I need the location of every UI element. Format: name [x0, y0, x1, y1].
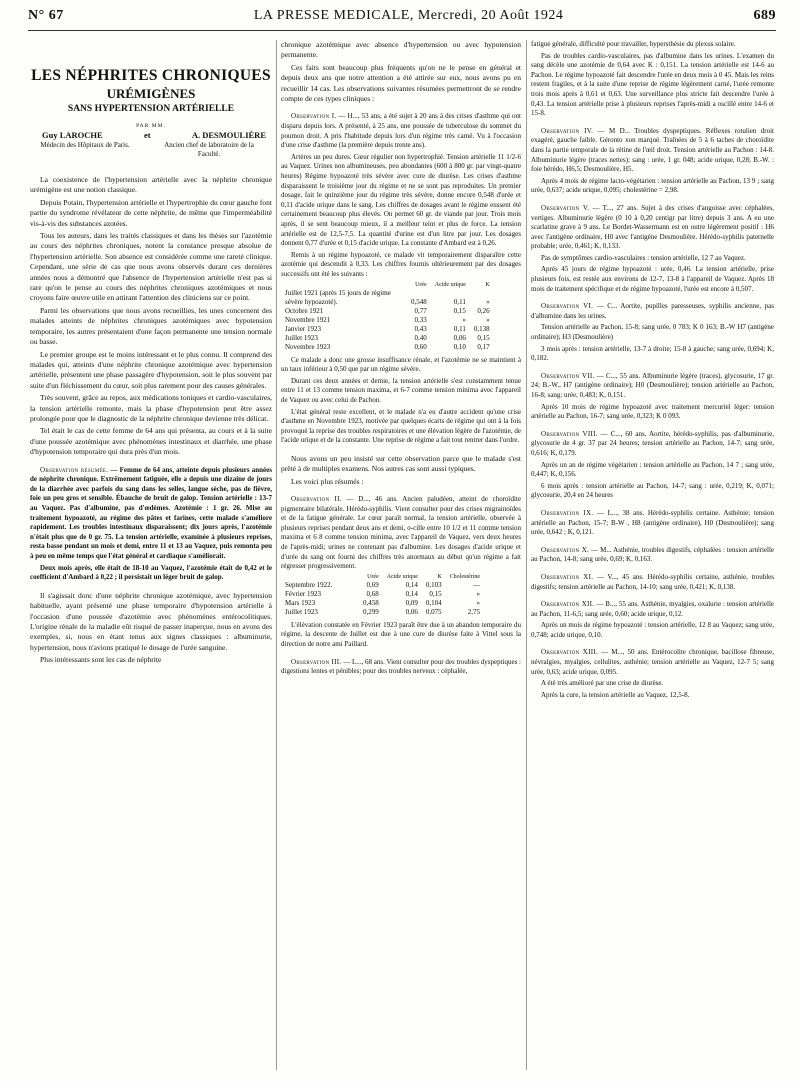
- table-row: [285, 599, 484, 608]
- observation-2: [281, 495, 521, 572]
- paragraph: Le premier groupe est le moins intéressant et le plus connu. Il comprend des malades qui, atteints d'une néphrite chronique azotémique avec hypertension artérielle, présentent une phase passagère d'hypotension, soit le plus souvent par suite d'un fléchissement du cœur, soit plus rarement pour des causes générales.: [30, 349, 272, 390]
- table-cell: Mars 1923: [285, 598, 316, 607]
- dosage-table-2: [285, 574, 484, 617]
- observation-4: [531, 127, 774, 175]
- paragraph: Tous les auteurs, dans les traités classiques et dans les thèses sur l'azotémie au cours des néphrites chroniques, notent la constance presque absolue de l'hypertension artérielle. Son absence est considérée comme une rareté clinique. Cependant, une série de cas que nous avons observés durant ces dernières années nous a démontré que l'absence de l'hypertension artérielle n'est pas si rare qu'on le pense au cours des néphrites chroniques azotémiques et nous croyons faire œuvre utile en attirant l'attention des cliniciens sur ce point.: [30, 231, 272, 303]
- table-header-cell: K: [485, 281, 490, 288]
- paragraph: Ces faits sont beaucoup plus fréquents qu'on ne le pense en général et depuis deux ans que notre attention a été attirée sur eux, nous avons pu en recueillir 14 cas. Les observations suivantes résumées permettront de se rendre compte de ces types cliniques :: [281, 62, 521, 104]
- table-cell: 0,548: [411, 297, 427, 306]
- table-cell: Octobre 1921: [285, 306, 324, 315]
- observation-text: — B..., 55 ans. Asthénie, myalgies, oxalurie : tension artérielle au Pachon, 11-6,5; sang urée, 0,60; acide urique, 0,12.: [531, 600, 774, 618]
- observation-text: — M..., 50 ans. Entérocolite chronique, bacillose fibreuse, névralgies, myalgies, cellulites, asthénie; tension artérielle au Vaquez, 12-7 5; sang urée, 0,63; acide urique, 0,095.: [531, 648, 774, 676]
- table-cell: 0,17: [477, 342, 490, 351]
- table-cell: 0,138: [473, 324, 490, 333]
- article-title-line2: URÉMIGÈNES: [106, 86, 196, 101]
- authors: [42, 130, 266, 141]
- paragraph: fatigue générale, difficulté pour travailler, hypersthésie du plexus solaire.: [531, 40, 736, 48]
- table-cell: »: [476, 589, 480, 598]
- observation-continued: [30, 564, 272, 583]
- paragraph: Depuis Potain, l'hypertension artérielle et l'hypertrophie du cœur gauche font partie du syndrome révélateur de cette néphrite, de même que l'imperméabilité vis-à-vis des substances azotées.: [30, 197, 272, 228]
- table-cell: 0,40: [414, 333, 427, 342]
- observation-label: Observation XI.: [541, 572, 594, 581]
- observation-12: [531, 600, 774, 619]
- column-divider: [276, 40, 277, 1070]
- observation-text: — M D... Troubles dyspeptiques. Réflexes rotulien droit exagéré, gauche faible. Géronto xon marqué. Traînées de 5 à 6 taches de choroïdite dans la partie temporale de la rétine de l'œil droit. Tension artérielle au Pachon : 14-8. Albuminurie légère (traces nettes); sang : urée, 1 gr. 048; acide urique, 0,28; B.-W. : foie hérédo, H6,5; Desmoulière, H5.: [531, 126, 774, 174]
- observation-label: Observation I.: [291, 112, 337, 121]
- table-header-cell: Acide urique: [434, 281, 466, 288]
- table-cell: 0,11: [453, 297, 466, 306]
- author-laroche: Guy LAROCHE: [42, 130, 103, 140]
- observation-label: Observation X.: [541, 545, 590, 554]
- paragraph: Après 45 jours de régime hypoazoté : urée, 0,46. La tension artérielle, prise plusieurs fois, est restée aux environs de 12-7, 13-8 à l'appareil de Vaquez. Après 18 mois de traitement spécifique et de régime hypoazoté, l'urée est encore à 0,507.: [531, 265, 774, 293]
- paragraph: Pas de troubles cardio-vasculaires, pas d'albumine dans les urines. L'examen du sang décèle une azotémie de 0,64 avec K : 0,151. La tension artérielle est 14-6 au Pachon. Le régime hypoazoté fait descendre l'urée en deux mois à 0 45. Mais les reins restent fragiles, et à la suite d'une reprise de régime légèrement carné, l'urée remonte trois mois après à 0,61 et 0,63. Une surveillance plus stricte fait descendre l'urée à 0,43. La tension artérielle prise à plusieurs reprises l'après-midi a oscillé entre 14-6 et 15-8.: [531, 51, 774, 118]
- table-cell: —: [472, 580, 480, 589]
- paragraph: 6 mois après : tension artérielle au Pachon, 14-7; sang : urée, 0,219; K, 0,071; glycosurie, 20,4 en 24 heures: [531, 481, 774, 500]
- observation-13: [531, 648, 774, 677]
- paragraph: A été très amélioré par une crise de diurèse.: [541, 679, 664, 688]
- observation-text: Deux mois après, elle était de 18-10 au Vaquez, l'azotémie était de 0,42 et le coefficient d'Ambard à 0,22 ; il persistait un léger bruit de galop.: [30, 563, 272, 582]
- table-header-cell: K: [437, 573, 442, 580]
- paragraph: Tension artérielle au Pachon, 15-8; sang urée, 0 783; K 0 163; B.-W H7 (antigène ordinaire); H3 (Desmoulière): [531, 323, 774, 342]
- table-cell: 0,075: [425, 607, 442, 616]
- table-cell: 0,06: [453, 333, 466, 342]
- table-cell: 0,103: [425, 580, 442, 589]
- table-cell: 0,14: [405, 589, 418, 598]
- table-header-cell: [285, 282, 407, 289]
- table-cell: 0,69: [366, 580, 379, 589]
- table-cell: »: [462, 315, 466, 324]
- paragraph: Après un an de régime végétarien : tension artérielle au Pachon, 14 7 ; sang urée, 0,447; K, 0,156.: [531, 460, 774, 479]
- table-header-cell: Cholestérine: [449, 573, 480, 580]
- paragraph: 3 mois après : tension artérielle, 13-7 à droite; 15-8 à gauche; sang urée, 0,694; K, 0,182.: [531, 344, 774, 363]
- column-divider: [526, 40, 527, 1070]
- affiliations: [40, 141, 264, 159]
- paragraph: chronique azotémique avec absence d'hypertension ou avec hypotension permanente.: [281, 40, 521, 60]
- table-cell: Juillet 1921 (après 15 jours de régime sévère hypoazoté).: [285, 288, 391, 306]
- table-cell: 0,10: [453, 342, 466, 351]
- observation-text: — C... Aortite, pupilles paresseuses, syphilis ancienne, pas d'albumine dans les urines.: [531, 302, 774, 320]
- observation-9: [531, 509, 774, 538]
- table-cell: 0,15: [429, 589, 442, 598]
- paragraph: L'élévation constatée en Février 1923 paraît être due à un abandon temporaire du régime, la descente de Juillet est due à une cure de diurèse faite à Vittel sous la direction de notre ami Paillard.: [281, 620, 521, 649]
- paragraph: Durant ces deux années et demie, la tension artérielle s'est constamment tenue entre 11 et 13 comme tension maxima, et 6-7 comme tension minima avec l'appareil de Vaquez ou avec celui de Pachon.: [281, 376, 521, 404]
- author-desmouliere: A. DESMOULIÈRE: [191, 130, 266, 140]
- table-cell: 2,75: [467, 607, 480, 616]
- observation-label: Observation V.: [541, 203, 590, 212]
- table-cell: »: [476, 598, 480, 607]
- observation-label: Observation VIII.: [541, 429, 598, 438]
- observation-label: Observation II.: [291, 495, 342, 504]
- table-cell: 0,15: [477, 333, 490, 342]
- page-number: 689: [753, 8, 776, 23]
- paragraph: Après 4 mois de régime lacto-végétarien : tension artérielle au Pachon, 13 9 ; sang urée, 0,637; acide urique, 0,095; cholestérine = 2,98.: [531, 176, 774, 195]
- table-row: [285, 316, 494, 325]
- paragraph: Ce malade a donc une grosse insuffisance rénale, et l'azotémie ne se maintient à un taux inférieur à 0,50 que par un régime sévère.: [281, 355, 521, 374]
- table-row: [285, 590, 484, 599]
- paragraph: Après un mois de régime hypoazoté : tension artérielle, 12 8 au Vaquez; sang urée, 0,748; acide urique, 0,10.: [531, 621, 774, 639]
- table-header-cell: Urée: [367, 573, 379, 580]
- observation-text: — H..., 53 ans, a été sujet à 20 ans à des crises d'asthme qui ont disparu depuis lors. A présenté, à 25 ans, une poussée de tuberculose du sommet du poumon droit. A pris l'habitude depuis lors d'un régime très carné. Vu à l'occasion d'une crise d'asthme (la première depuis trente ans).: [281, 112, 521, 150]
- paragraph: L'état général reste excellent, et le malade n'a eu d'autre accident qu'une crise d'asthme en Novembre 1923, motivée par quelques écarts de régime qui ont à la fois provoqué la reprise des troubles respiratoires et une élévation légère de l'azotémie, de l'acide urique et de la constante. Une reprise de régime a fait tout rentrer dans l'ordre.: [281, 407, 521, 445]
- observation-label: Observation résumée.: [40, 465, 109, 474]
- observation-3: [281, 658, 521, 677]
- observation-label: Observation IX.: [541, 508, 594, 517]
- dosage-table-1: [285, 282, 494, 352]
- table-row: [285, 334, 494, 343]
- table-cell: Juillet 1923: [285, 333, 318, 342]
- table-cell: 0,14: [405, 580, 418, 589]
- table-cell: 0,09: [405, 598, 418, 607]
- table-row: [285, 307, 494, 316]
- paragraph: Après la cure, la tension artérielle au Vaquez, 12,5-8.: [541, 690, 690, 699]
- paragraph: Les voici plus résumés :: [291, 476, 364, 486]
- table-header-row: [285, 282, 494, 289]
- table-cell: »: [486, 315, 490, 324]
- table-cell: Janvier 1923: [285, 324, 321, 333]
- table-cell: Février 1923: [285, 589, 321, 598]
- column-1: [30, 40, 272, 1076]
- table-header-cell: Urée: [415, 281, 427, 288]
- table-row: [285, 343, 494, 352]
- journal-title: LA PRESSE MEDICALE, Mercredi, 20 Août 1924: [253, 8, 564, 23]
- observation-summary: [30, 466, 272, 562]
- observation-8: [531, 430, 774, 459]
- observation-text: — V..., 45 ans. Hérédo-syphilis certaine, asthénie, troubles digestifs; tension artérielle au Pachon, 14-10; sang urée, 0,421; K, 0,138.: [531, 572, 774, 591]
- paragraph: La coexistence de l'hypertension artérielle avec la néphrite chronique urémigène est une notion classique.: [30, 175, 272, 195]
- observation-text: — M... Asthénie, troubles digestifs, céphalées : tension artérielle au Pachon, 14-8; sang urée, 0,69; K, 0,163.: [531, 545, 774, 564]
- article-subtitle: SANS HYPERTENSION ARTÉRIELLE: [67, 104, 235, 114]
- table-header-row: [285, 574, 484, 581]
- observation-text: — L..., 68 ans. Vient consulter pour des troubles dyspeptiques : digestions lentes et pénibles; pour des troubles nerveux : céphalée,: [281, 657, 521, 676]
- table-cell: Juillet 1923: [285, 607, 318, 616]
- observation-label: Observation XIII.: [541, 648, 599, 657]
- affiliation-2: Ancien chef de laboratoire de la Faculté.: [164, 141, 254, 158]
- observation-text: — L..., 38 ans. Hérédo-syphilis certaine. Asthénie; tension artérielle au Pachon, 15-7; B-W , H8 (antigène ordinaire), H0 (Desmoulière); sang urée, 0,642 ; K, 0,121.: [531, 508, 774, 537]
- observation-label: Observation VI.: [541, 302, 594, 311]
- byline-par: PAR MM.: [136, 123, 166, 129]
- table-cell: 0,33: [414, 315, 427, 324]
- column-2: [281, 40, 521, 1076]
- table-row: [285, 581, 484, 590]
- observation-text: — Femme de 64 ans, atteinte depuis plusieurs années de néphrite chronique. Extrêmement fatiguée, elle a depuis une dizaine de jours de la diarrhée avec parfois du sang dans les selles, langue sèche, pas de fièvre, foie un peu gros et sensible. Ébauche de bruit de galop. Tension artérielle : 13-7 au Vaquez. Pas d'albumine, pas d'œdèmes. Azotémie : 1 gr. 26. Mise au traitement hypoazoté, au régime des pâtes et farines, cette malade s'améliore rapidement. Les troubles intestinaux disparaissent; dix jours après, l'azotémie n'était plus que de 0 gr. 75. La tension artérielle, examinée à plusieurs reprises, resta basse pendant un mois et demi, entre 11 et 13 au Vaquez, puis remonta peu à peu en même temps que l'état général et cardiaque s'améliorait.: [30, 465, 272, 560]
- observation-label: Observation III.: [291, 657, 342, 666]
- table-cell: 0,26: [477, 306, 490, 315]
- observation-1: [281, 112, 521, 150]
- paragraph: Plus intéressants sont les cas de néphrite: [40, 655, 162, 665]
- table-cell: Novembre 1923: [285, 342, 331, 351]
- observation-10: [531, 546, 774, 565]
- column-3: [531, 40, 774, 1076]
- observation-5: [531, 204, 774, 252]
- paragraph: Très souvent, grâce au repos, aux médications toniques et cardio-vasculaires, la tension artérielle remonte, mais la phase d'hypotension peut être assez prolongée pour que le diagnostic de la néphrite chronique devienne très délicat.: [30, 393, 272, 423]
- observation-11: [531, 573, 774, 592]
- table-cell: 0,43: [414, 324, 427, 333]
- table-header-cell: [285, 574, 359, 581]
- table-cell: 0,11: [453, 324, 466, 333]
- paragraph: Nous avons un peu insisté sur cette observation parce que le malade s'est prêté à de multiples examens. Nos autres cas sont aussi typiques.: [281, 453, 521, 474]
- observation-text: — C..., 55 ans. Albuminurie légère (traces), glycosurie, 17 gr. 24; B.-W., H7 (antigène ordinaire); H0 (Desmoulière); tension artérielle au Pachon, 16-8; sang: urée, 0,483; K, 0,151.: [531, 371, 774, 399]
- observation-label: Observation VII.: [541, 371, 595, 380]
- table-cell: 0,15: [453, 306, 466, 315]
- table-row: [285, 608, 484, 617]
- affiliation-1: Médecin des Hôpitaux de Paris.: [40, 141, 130, 149]
- observation-text: — C..., 60 ans. Aortite, hérédo-syphilis, pas d'albuminurie, glycosurie de 4 gr. 37 par 24 heures; tension artérielle au Pachon, 14-7; sang urée, 0,616; K, 0,179.: [531, 429, 774, 457]
- observation-text: — D..., 46 ans. Ancien paludéen, atteint de choroïdite pigmentaire bilatérale. Hérédo-syphilis. Vient consulter pour des crises migrainoïdes et de la fatigue générale. Le cœur paraît normal, la tension artérielle, observée à plusieurs reprises pendant deux ans et demi, o-cille entre 10 1/2 et 11 comme tension maxima et 6 8 comme tension minima, avec l'appareil de Vaquez, vers deux heures de l'après-midi; urines ne contenant pas d'albumine. Les dosages d'acide urique et d'urée du sang ont fourni des chiffres très anormaux au début qu'un régime a fait régresser progressivement.: [281, 495, 521, 571]
- paragraph: Artères un peu dures. Cœur régulier non hypertrophié. Tension artérielle 11 1/2-6 au Vaquez. Urines non albumineuses, peu abondantes (600 à 800 gr. par vingt-quatre heures) Régime hypoazoté très sévère avec cure de diurèse. Les crises d'asthme disparaissent le troisième jour du régime et ne se sont pas reproduites. Un premier dosage, fait le quinzième jour du régime très sévère, donne encore 0,548 d'urée et 0,11 d'acide urique dans le sang. Les chiffres de dosages avant le régime eussent été certainement beaucoup plus élevés. On permet 60 gr. de viande par jour. Trois mois après, il se sent beaucoup mieux, il a meilleur teint et plus de force. La tension artérielle est de 12,5-7,5. La quantité d'urine est d'un litre par jour. Les dosages donnent 0,77 d'urée et 0,15 d'acide urique. La constante d'Ambard est à 0,26.: [281, 152, 521, 248]
- observation-label: Observation IV.: [541, 126, 594, 135]
- running-header: [28, 8, 776, 31]
- table-cell: 0,77: [414, 306, 427, 315]
- table-cell: 0,104: [425, 598, 442, 607]
- observation-label: Observation XII.: [541, 600, 595, 609]
- observation-7: [531, 372, 774, 401]
- table-header-cell: Acide urique: [386, 573, 418, 580]
- observation-6: [531, 302, 774, 321]
- table-cell: 0,68: [366, 589, 379, 598]
- paragraph: Tel était le cas de cette femme de 64 ans qui présenta, au cours et à la suite d'une poussée azotémique avec phénomènes intestinaux et diarrhée, une phase d'hypotension temporaire qui dura près d'un mois.: [30, 426, 272, 457]
- table-cell: »: [486, 297, 490, 306]
- table-cell: 0,60: [414, 342, 427, 351]
- paragraph: Parmi les observations que nous avons recueillies, les unes concernent des malades atteints de néphrites chroniques azotémiques avec hypotension temporaire, les autres présentaient d'une façon permanente une tension normale ou basse.: [30, 305, 272, 347]
- article-title: LES NÉPHRITES CHRONIQUES: [31, 67, 271, 84]
- table-row: [285, 325, 494, 334]
- paragraph: Remis à un régime hypoazoté, ce malade vit temporairement disparaître cette azotémie qui descendit à 0,33. Les chiffres fournis ultérieurement par des dosages successifs ont été les suivants :: [281, 250, 521, 278]
- paragraph: Après 10 mois de régime hypoazoté avec traitement mercuriel léger: tension artérielle au Pachon, 16-7; sang urée, 0,323; K 0 093.: [531, 402, 774, 421]
- paragraph: Il s'agissait donc d'une néphrite chronique azotémique, avec hypertension habituelle, ayant présenté une phase temporaire d'hypotension artérielle à l'occasion d'une poussée d'azotémie avec phénomènes entérocolitiques. L'origine rénale de la maladie eût risqué de passer inaperçue, nous en avons des exemples, si, nous en étant tenus aux signes classiques : albuminurie, hypertension, nous n'avions pratiqué le dosage de l'urée sanguine.: [30, 590, 272, 652]
- observation-text: — T..., 27 ans. Sujet à des crises d'angoisse avec céphalées, vertiges. Albuminurie légère (0 10 à 0,20 centigr par litre) depuis 3 ans. A eu une scarlatine grave à 9 ans. Le Bordet-Wassermann est en outre légèrement positif : H6 avec l'antigène ordinaire, H0 avec l'antigène Desmoulière. Hérédo-syphilis paternelle probable; urée, 0,461; K, 0,133.: [531, 203, 774, 251]
- table-cell: 0,458: [363, 598, 379, 607]
- issue-number: N° 67: [28, 8, 64, 23]
- table-cell: Septembre 1922.: [285, 580, 333, 589]
- paragraph: Pas de symptômes cardio-vasculaires : tension artérielle, 12 7 au Vaquez.: [541, 253, 746, 262]
- table-cell: Novembre 1921: [285, 315, 331, 324]
- table-row: [285, 289, 494, 307]
- table-cell: 0,06: [405, 607, 418, 616]
- author-et: et: [143, 130, 151, 140]
- table-cell: 0,299: [363, 607, 379, 616]
